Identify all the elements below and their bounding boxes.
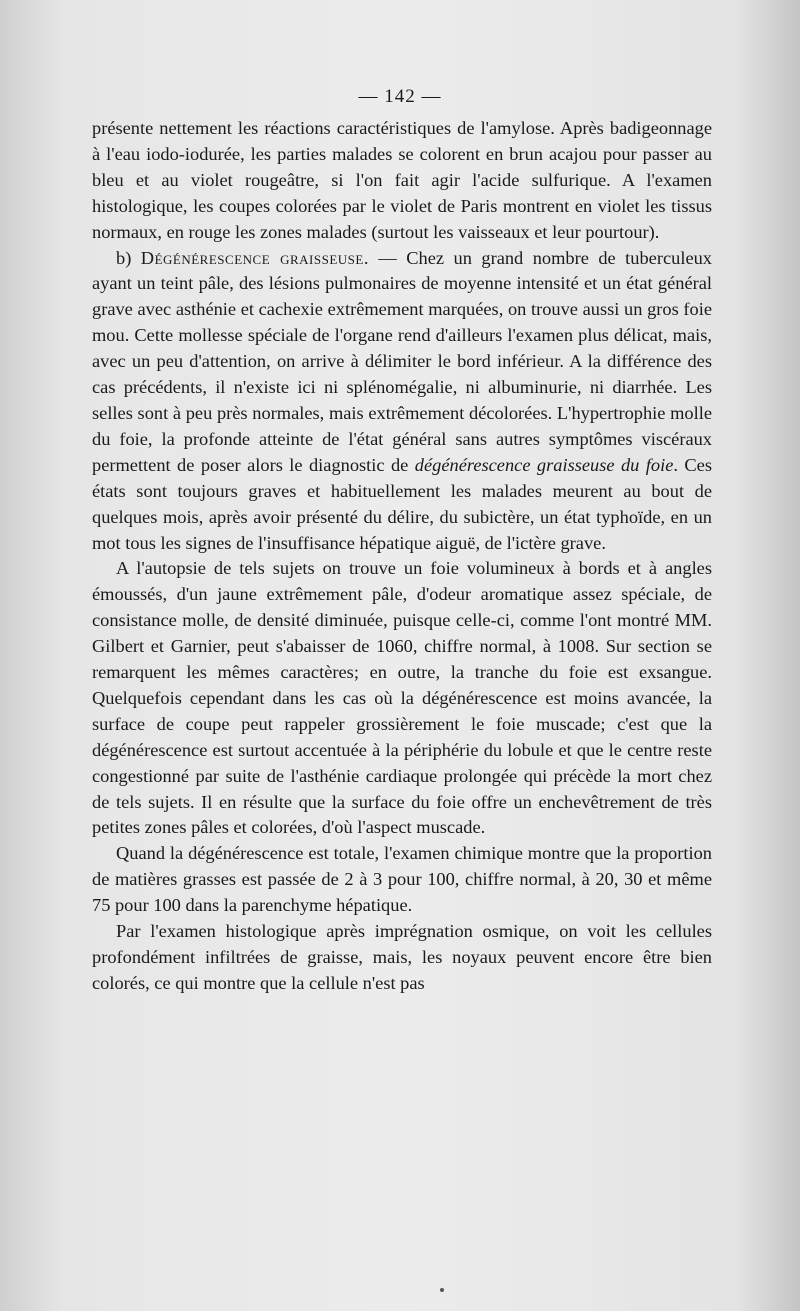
section-heading: Dégénérescence graisseuse.	[140, 247, 369, 268]
section-label: b)	[116, 247, 132, 268]
paragraph-amylose: présente nettement les réactions caractéristiques de l'amylose. Après badigeonnage à l'eau iodo-iodurée, les parties malades se colorent en brun acajou pour passer au bleu et au violet rougeâtre, si l'on fait agir l'acide sulfurique. A l'examen histologique, les coupes colorées par le violet de Paris montrent en violet les tissus normaux, en rouge les zones malades (surtout les vaisseaux et leur pourtour).	[92, 118, 712, 242]
body-text	[92, 116, 712, 997]
print-speck	[440, 1288, 444, 1292]
page-number: — 142 —	[358, 86, 442, 107]
paragraph-text-a: — Chez un grand nombre de tuberculeux ayant un teint pâle, des lésions pulmonaires de moyenne intensité et un état général grave avec asthénie et cachexie extrêmement marquées, on trouve aussi un gros foie mou. Cette mollesse spéciale de l'organe rend d'ailleurs l'examen plus délicat, mais, avec un peu d'attention, on arrive à délimiter le bord inférieur. A la différence des cas précédents, il n'existe ici ni splénomégalie, ni albuminurie, ni diarrhée. Les selles sont à peu près normales, mais extrêmement décolorées. L'hypertrophie molle du foie, la profonde atteinte de l'état général sans autres symptômes viscéraux permettent de poser alors le diagnostic de	[92, 247, 712, 475]
diagnosis-term: dégénérescence graisseuse du foie	[414, 454, 674, 475]
paragraph-text-b: . Ces états sont toujours graves et habituellement les malades meurent au bout de quelques mois, après avoir présenté du délire, du subictère, un état typhoïde, en un mot tous les signes de l'insuffisance hépatique aiguë, de l'ictère grave.	[92, 454, 712, 553]
paragraph-histology: Par l'examen histologique après imprégnation osmique, on voit les cellules profondément infiltrées de graisse, mais, les noyaux peuvent encore être bien colorés, ce qui montre que la cellule n'est pas	[92, 921, 712, 993]
paragraph-chemistry: Quand la dégénérescence est totale, l'examen chimique montre que la proportion de matières grasses est passée de 2 à 3 pour 100, chiffre normal, à 20, 30 et même 75 pour 100 dans la parenchyme hépatique.	[92, 843, 712, 916]
paragraph-autopsy: A l'autopsie de tels sujets on trouve un foie volumineux à bords et à angles émoussés, d'un jaune extrêmement pâle, d'odeur aromatique assez spéciale, de consistance molle, de densité diminuée, puisque celle-ci, comme l'ont montré MM. Gilbert et Garnier, peut s'abaisser de 1060, chiffre normal, à 1008. Sur section se remarquent les mêmes caractères; en outre, la tranche du foie est exsangue. Quelquefois cependant dans les cas où la dégénérescence est moins avancée, la surface de coupe peut rappeler grossièrement le foie muscade; c'est que la dégénérescence est surtout accentuée à la périphérie du lobule et que le centre reste congestionné par suite de l'asthénie cardiaque prolongée qui précède la mort chez de tels sujets. Il en résulte que la surface du foie offre un enchevêtrement de très petites zones pâles et colorées, d'où l'aspect muscade.	[92, 558, 712, 838]
paragraph-fatty-degeneration	[92, 246, 712, 557]
